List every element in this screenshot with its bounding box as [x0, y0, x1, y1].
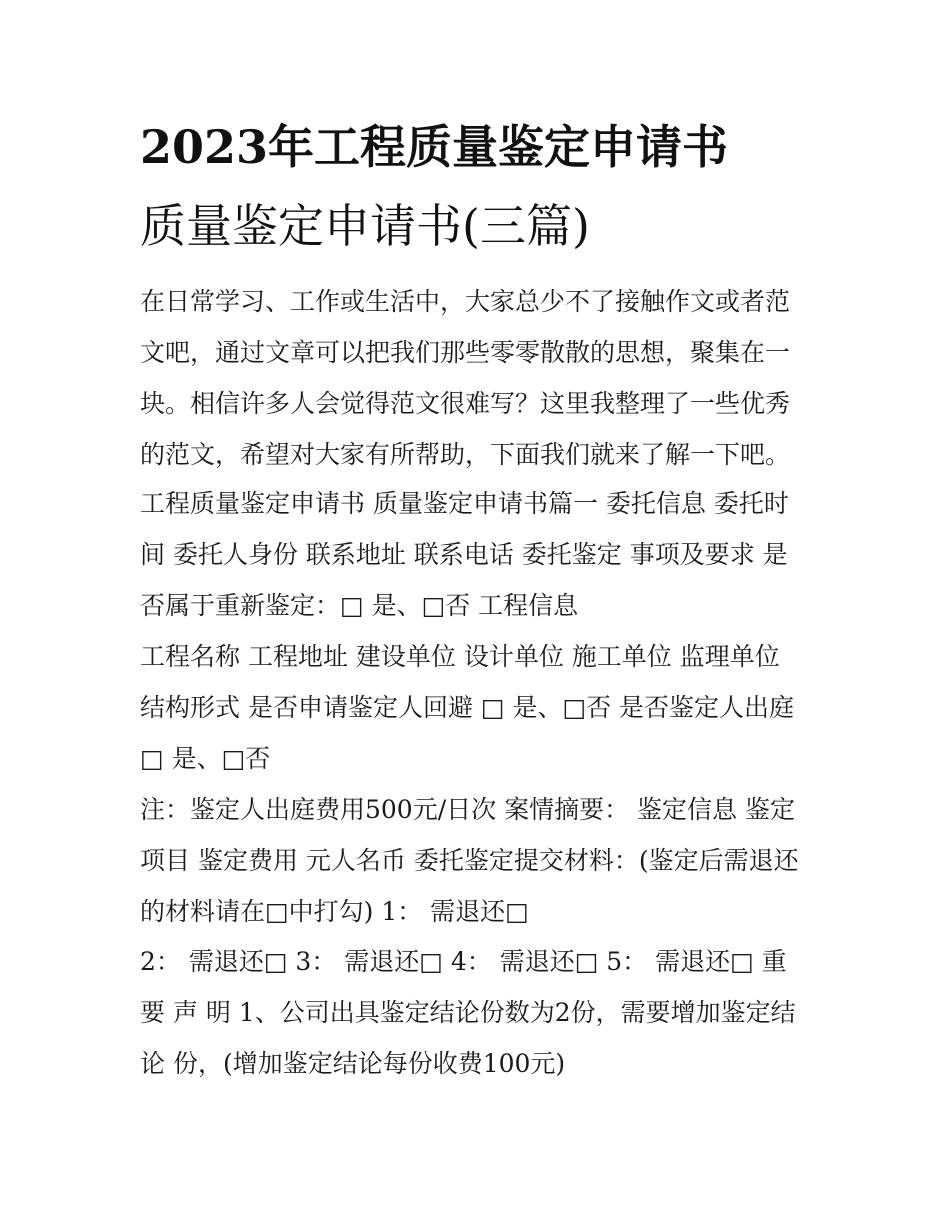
declaration-paragraph: 2： 需退还□ 3： 需退还□ 4： 需退还□ 5： 需退还□ 重 要 声 明 1、公司出具鉴定结论份数为2份，需要增加鉴定结论 份，(增加鉴定结论每份收费100元): [140, 947, 796, 1078]
document-title: 2023年工程质量鉴定申请书: [140, 120, 729, 174]
appraisal-info-paragraph: 注：鉴定人出庭费用500元/日次 案情摘要： 鉴定信息 鉴定项目 鉴定费用 元人名币 委托鉴定提交材料：(鉴定后需退还的材料请在□中打勾) 1： 需退还□: [140, 795, 799, 926]
project-info-paragraph: 工程名称 工程地址 建设单位 设计单位 施工单位 监理单位 结构形式 是否申请鉴定人回避 □ 是、□否 是否鉴定人出庭 □ 是、□否: [140, 642, 795, 773]
intro-paragraph: 在日常学习、工作或生活中，大家总少不了接触作文或者范文吧，通过文章可以把我们那些零零散散的思想，聚集在一块。相信许多人会觉得范文很难写？这里我整理了一些优秀的范文，希望对大家有所帮助，下面我们就来了解一下吧。: [140, 287, 791, 469]
document-subtitle: 质量鉴定申请书(三篇): [140, 199, 590, 253]
commission-info-paragraph: 工程质量鉴定申请书 质量鉴定申请书篇一 委托信息 委托时间 委托人身份 联系地址 联系电话 委托鉴定 事项及要求 是否属于重新鉴定：□ 是、□否 工程信息: [140, 489, 789, 620]
